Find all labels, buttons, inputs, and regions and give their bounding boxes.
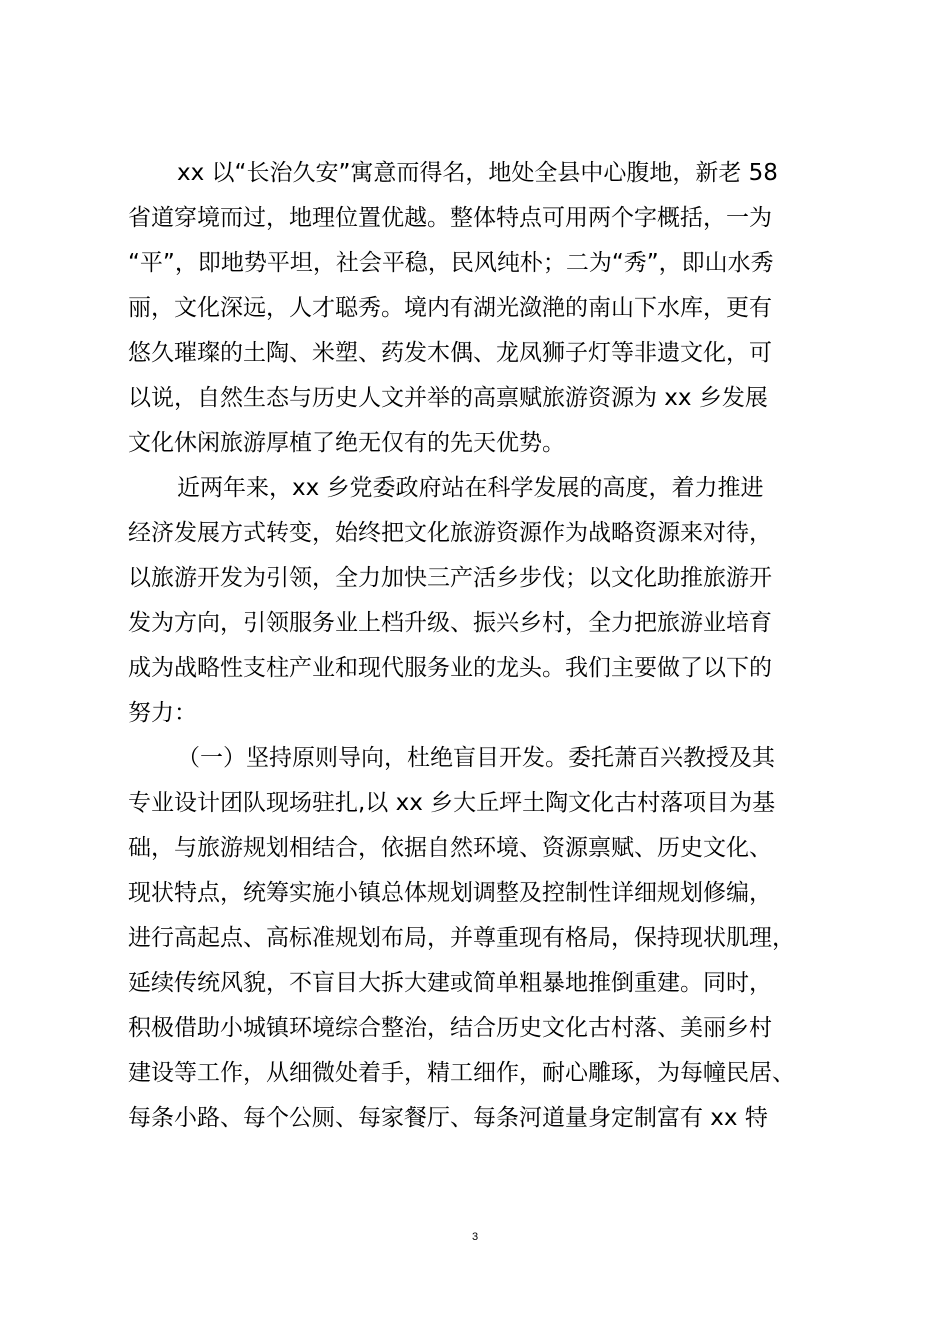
text-line: xx 以“长治久安”寓意而得名，地处全县中心腹地，新老 58 [177,160,778,186]
text-line: 努力： [128,700,197,726]
text-line: （一）坚持原则导向，杜绝盲目开发。委托萧百兴教授及其 [177,745,775,771]
text-line: 悠久璀璨的土陶、米塑、药发木偶、龙凤狮子灯等非遗文化，可 [128,340,772,366]
text-line [0,1146,950,1180]
text-line: 延续传统风貌，不盲目大拆大建或简单粗暴地推倒重建。同时， [128,970,772,996]
text-line: 以说，自然生态与历史人文并举的高禀赋旅游资源为 xx 乡发展 [128,385,768,411]
text-line: 以旅游开发为引领，全力加快三产活乡步伐；以文化助推旅游开 [128,565,772,591]
text-line: 丽，文化深远，人才聪秀。境内有湖光潋滟的南山下水库，更有 [128,295,772,321]
text-line: 近两年来，xx 乡党委政府站在科学发展的高度，着力推进 [177,475,764,501]
page-number: 3 [471,1231,479,1243]
text-line: 专业设计团队现场驻扎,以 xx 乡大丘坪土陶文化古村落项目为基 [128,790,776,816]
text-line: 础，与旅游规划相结合，依据自然环境、资源禀赋、历史文化、 [128,835,772,861]
text-line: 建设等工作，从细微处着手，精工细作，耐心雕琢，为每幢民居、 [128,1060,795,1086]
text-line: 现状特点，统筹实施小镇总体规划调整及控制性详细规划修编， [128,880,772,906]
text-line: 经济发展方式转变，始终把文化旅游资源作为战略资源来对待， [128,520,772,546]
text-line: 每条小路、每个公厕、每家餐厅、每条河道量身定制富有 xx 特 [128,1105,768,1131]
text-line: 发为方向，引领服务业上档升级、振兴乡村，全力把旅游业培育 [128,610,772,636]
text-line: 省道穿境而过，地理位置优越。整体特点可用两个字概括，一为 [128,205,772,231]
text-line: 进行高起点、高标准规划布局，并尊重现有格局，保持现状肌理， [128,925,795,951]
text-line: 成为战略性支柱产业和现代服务业的龙头。我们主要做了以下的 [128,655,772,681]
text-line: 文化休闲旅游厚植了绝无仅有的先天优势。 [128,430,565,456]
text-line: 积极借助小城镇环境综合整治，结合历史文化古村落、美丽乡村 [128,1015,772,1041]
text-line: “平”，即地势平坦，社会平稳，民风纯朴；二为“秀”，即山水秀 [128,250,774,276]
